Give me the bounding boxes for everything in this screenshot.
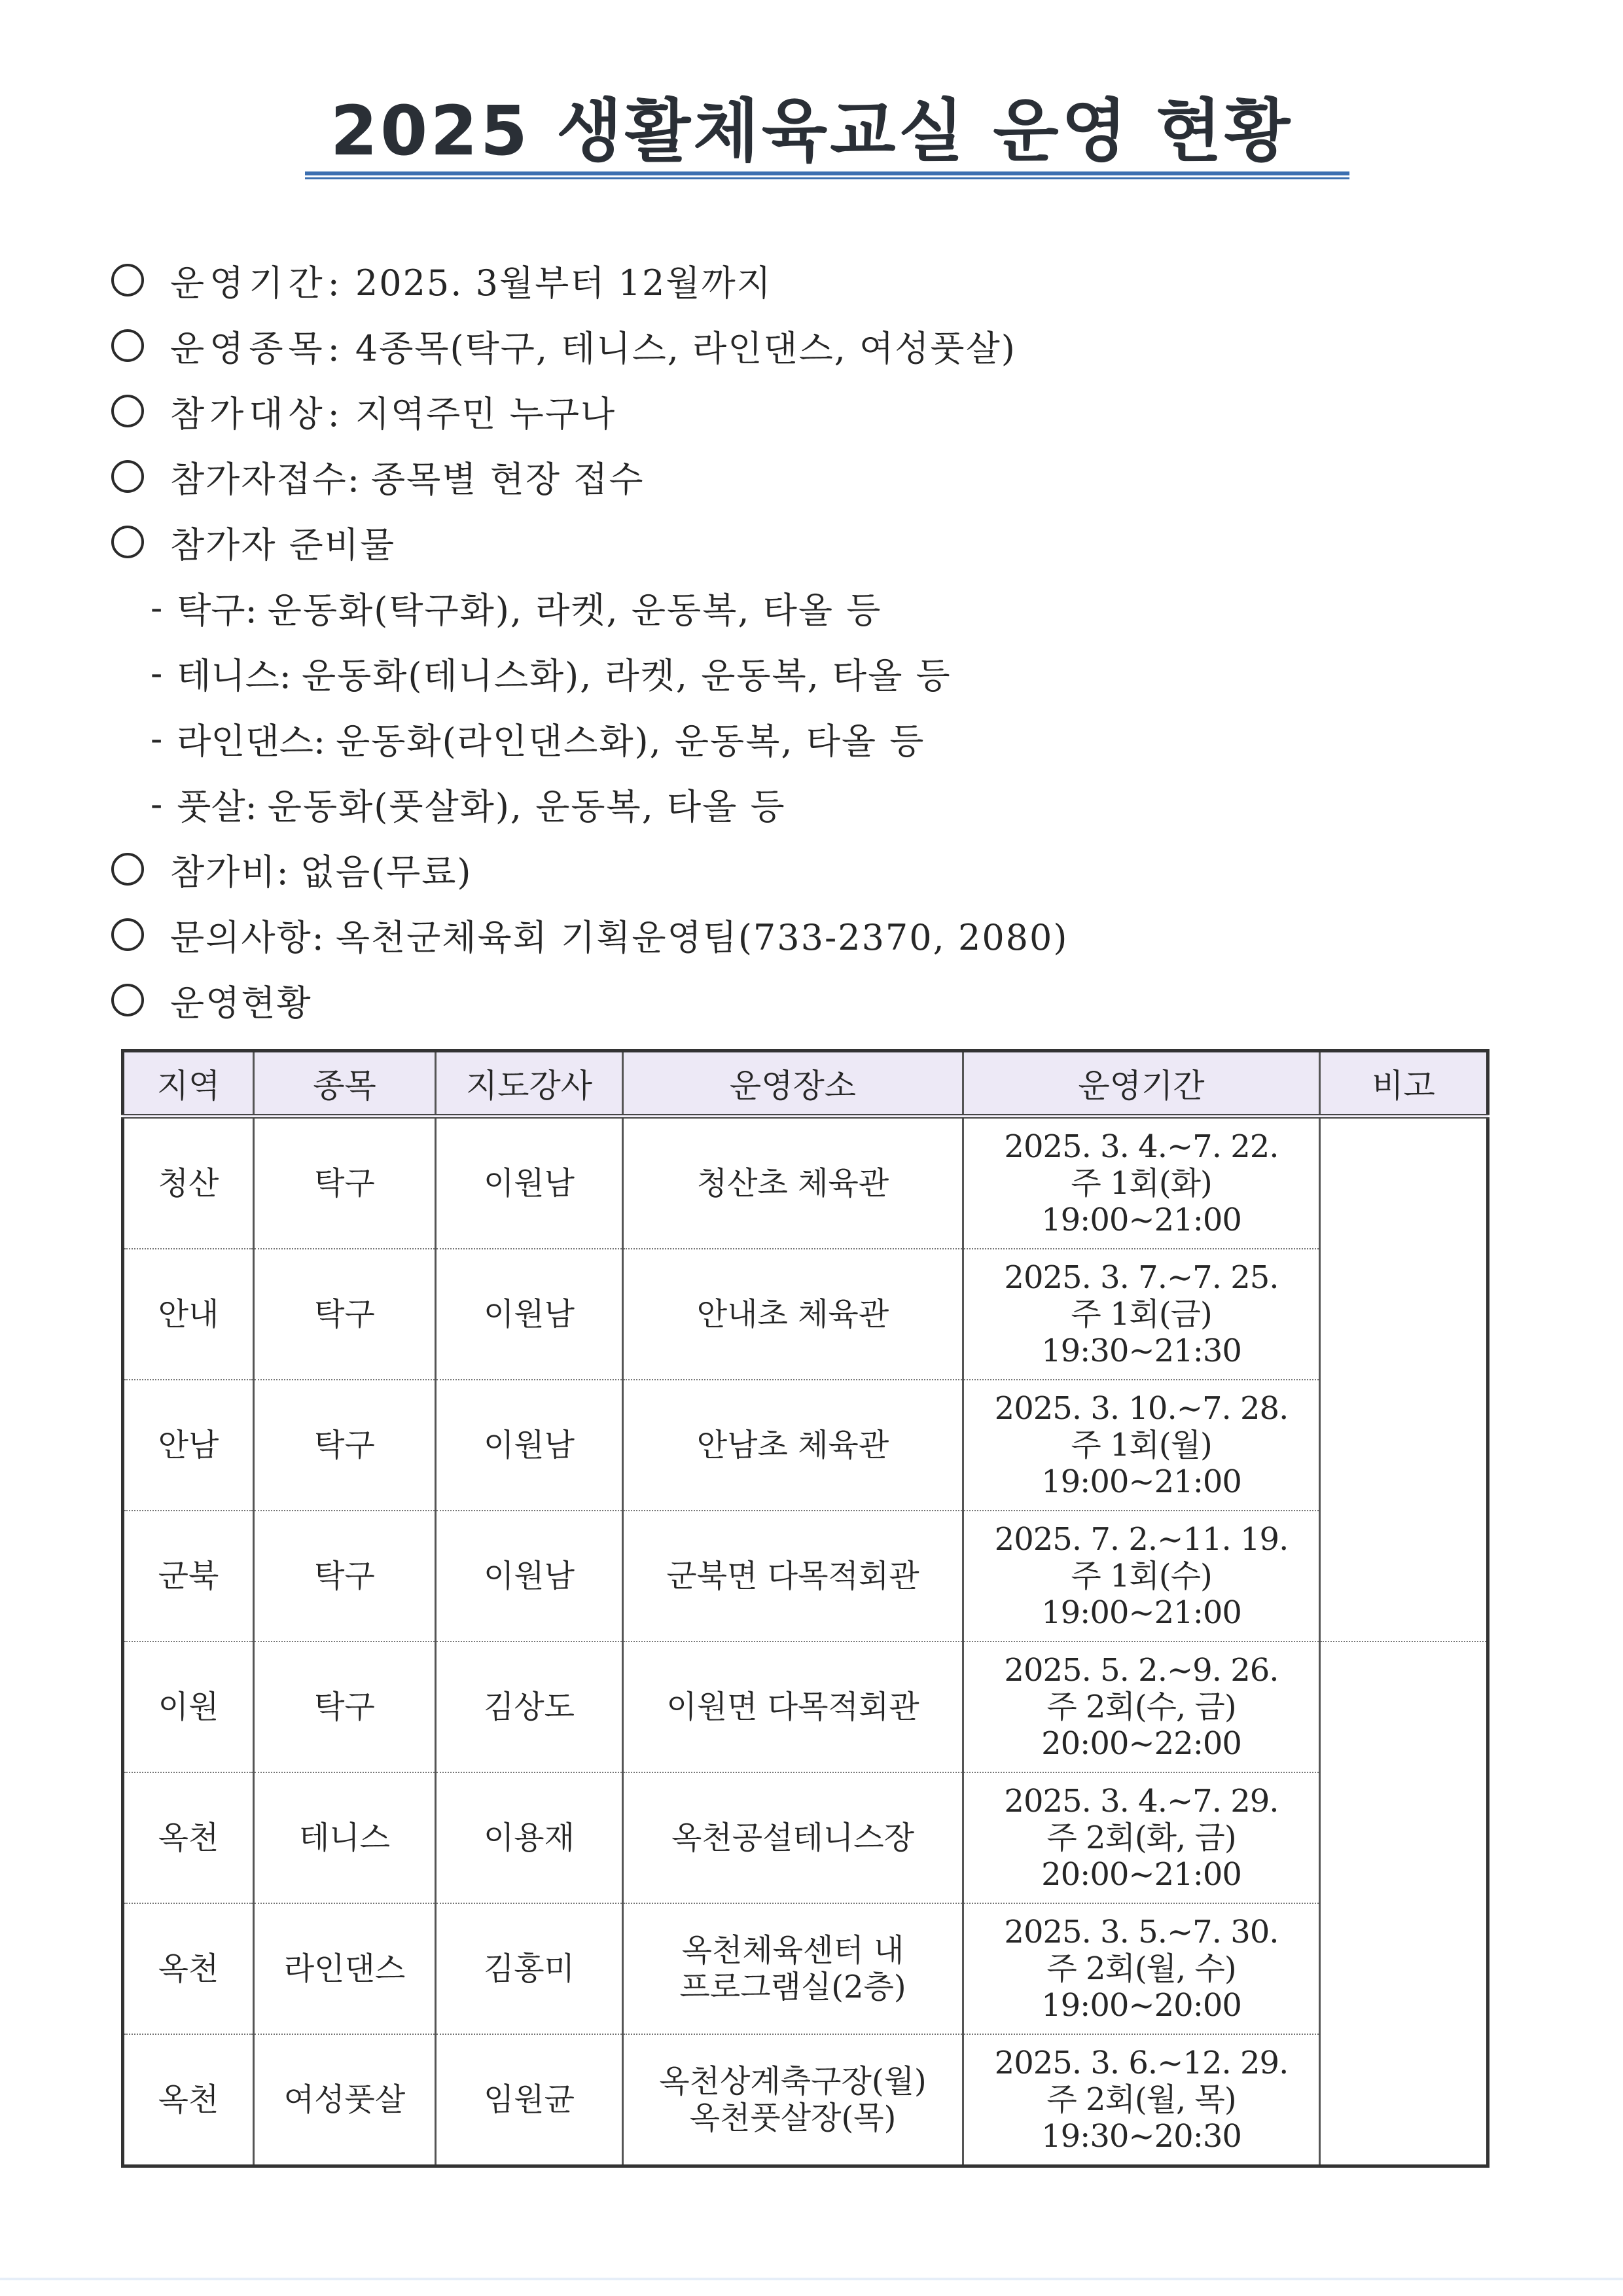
period-dates: 2025. 3. 5.∼7. 30. <box>1004 1914 1279 1950</box>
region-cell: 옥천 <box>123 1903 254 2034</box>
column-header: 운영기간 <box>963 1051 1320 1117</box>
info-label: 운영현황 <box>170 982 312 1024</box>
period-cell <box>963 1117 1320 1249</box>
venue-cell <box>623 1380 963 1511</box>
venue-line: 군북면 다목적회관 <box>666 1558 919 1594</box>
region-cell: 옥천 <box>123 1772 254 1903</box>
sport-cell: 탁구 <box>254 1249 436 1380</box>
venue-line: 옥천공설테니스장 <box>671 1820 914 1856</box>
venue-line: 옥천풋살장(목) <box>689 2100 897 2136</box>
sport-cell: 탁구 <box>254 1641 436 1772</box>
instructor-cell: 김홍미 <box>436 1903 623 2034</box>
supplies-value: 운동화(테니스화), 라켓, 운동복, 타올 등 <box>301 655 952 696</box>
circle-bullet-icon <box>111 395 144 427</box>
region-cell: 안내 <box>123 1249 254 1380</box>
title-underline-thick <box>305 171 1349 175</box>
period-time: 19:30∼20:30 <box>1041 2118 1241 2155</box>
info-value: 없음(무료) <box>300 851 473 893</box>
venue-line: 옥천체육센터 내 <box>681 1932 904 1969</box>
info-value: 지역주민 누구나 <box>355 393 616 435</box>
table-row <box>123 1380 1488 1511</box>
venue-line: 옥천상계축구장(월) <box>659 2063 927 2100</box>
instructor-cell: 이용재 <box>436 1772 623 1903</box>
venue-cell <box>623 1249 963 1380</box>
period-frequency: 주 1회(금) <box>1071 1296 1212 1333</box>
info-item-target <box>111 378 1512 444</box>
venue-line: 안남초 체육관 <box>696 1427 889 1463</box>
period-time: 19:00∼21:00 <box>1041 1202 1241 1238</box>
venue-cell <box>623 1641 963 1772</box>
info-label: 참가자 준비물 <box>170 524 396 565</box>
info-label: 참가대상: <box>170 393 345 435</box>
sport-cell: 여성풋살 <box>254 2034 436 2166</box>
dash-bullet: - <box>151 652 163 694</box>
circle-bullet-icon <box>111 526 144 558</box>
supplies-value: 운동화(탁구화), 라켓, 운동복, 타올 등 <box>267 589 882 631</box>
column-header: 지역 <box>123 1051 254 1117</box>
period-dates: 2025. 3. 6.∼12. 29. <box>994 2045 1289 2081</box>
period-frequency: 주 1회(수) <box>1071 1558 1212 1594</box>
period-cell <box>963 1380 1320 1511</box>
sport-cell: 탁구 <box>254 1117 436 1249</box>
sport-cell: 탁구 <box>254 1380 436 1511</box>
period-cell <box>963 1772 1320 1903</box>
info-label: 문의사항: <box>170 916 325 958</box>
operations-table <box>121 1049 1489 2168</box>
table-row <box>123 1903 1488 2034</box>
supplies-item-linedance <box>111 706 1512 771</box>
venue-cell <box>623 1903 963 2034</box>
title-underline-thin <box>305 177 1349 179</box>
column-header: 지도강사 <box>436 1051 623 1117</box>
supplies-item-tennis <box>111 640 1512 706</box>
period-dates: 2025. 3. 7.∼7. 25. <box>1004 1259 1279 1296</box>
circle-bullet-icon <box>111 853 144 886</box>
sport-cell: 테니스 <box>254 1772 436 1903</box>
title-underline <box>305 171 1349 182</box>
info-item-registration <box>111 444 1512 509</box>
period-dates: 2025. 3. 4.∼7. 29. <box>1004 1783 1279 1820</box>
table-row <box>123 1249 1488 1380</box>
venue-cell <box>623 2034 963 2166</box>
table-row <box>123 1511 1488 1641</box>
info-value: 2025. 3월부터 12월까지 <box>355 262 772 304</box>
venue-line: 안내초 체육관 <box>696 1296 889 1333</box>
info-item-period <box>111 247 1512 313</box>
period-time: 19:00∼21:00 <box>1041 1463 1241 1500</box>
period-time: 19:30∼21:30 <box>1041 1333 1241 1369</box>
table-row <box>123 2034 1488 2166</box>
period-time: 20:00∼22:00 <box>1041 1725 1241 1762</box>
info-label: 참가자접수: <box>170 458 361 500</box>
info-label: 참가비: <box>170 851 290 893</box>
venue-cell <box>623 1772 963 1903</box>
supplies-value: 운동화(풋살화), 운동복, 타올 등 <box>267 785 786 827</box>
dash-bullet: - <box>151 717 163 759</box>
supplies-item-futsal <box>111 771 1512 836</box>
info-item-fee <box>111 836 1512 902</box>
period-frequency: 주 2회(화, 금) <box>1046 1820 1236 1856</box>
table-row <box>123 1772 1488 1903</box>
region-cell: 옥천 <box>158 2081 219 2118</box>
period-frequency: 주 1회(월) <box>1071 1427 1212 1463</box>
period-frequency: 주 2회(수, 금) <box>1046 1689 1236 1725</box>
info-item-supplies <box>111 509 1512 575</box>
period-cell <box>963 1249 1320 1380</box>
info-item-sports <box>111 313 1512 378</box>
instructor-cell: 임원균 <box>436 2034 623 2166</box>
column-header: 비고 <box>1320 1051 1488 1117</box>
venue-cell <box>623 1117 963 1249</box>
period-dates: 2025. 7. 2.∼11. 19. <box>994 1521 1289 1558</box>
region-cell: 이원 <box>123 1641 254 1772</box>
info-value: 종목별 현장 접수 <box>371 458 645 500</box>
table-row <box>123 1117 1488 1249</box>
period-cell <box>963 1641 1320 1772</box>
period-time: 20:00∼21:00 <box>1041 1856 1241 1893</box>
period-cell <box>963 1903 1320 2034</box>
instructor-cell: 이원남 <box>436 1249 623 1380</box>
note-cell <box>1320 1641 1488 2166</box>
info-label: 운영종목: <box>170 327 345 369</box>
venue-line: 이원면 다목적회관 <box>666 1689 919 1725</box>
period-time: 19:00∼20:00 <box>1041 1987 1241 2024</box>
period-time: 19:00∼21:00 <box>1041 1594 1241 1631</box>
dash-bullet: - <box>151 783 163 825</box>
table-row <box>123 1641 1488 1772</box>
column-header: 운영장소 <box>623 1051 963 1117</box>
circle-bullet-icon <box>111 264 144 296</box>
period-dates: 2025. 3. 4.∼7. 22. <box>1004 1128 1279 1165</box>
sport-cell: 탁구 <box>254 1511 436 1641</box>
circle-bullet-icon <box>111 460 144 493</box>
supplies-label: 풋살: <box>177 785 257 827</box>
info-item-contact <box>111 902 1512 967</box>
period-cell <box>963 2034 1320 2166</box>
column-header: 종목 <box>254 1051 436 1117</box>
instructor-cell: 이원남 <box>436 1380 623 1511</box>
supplies-label: 라인댄스: <box>177 720 326 762</box>
info-list <box>111 247 1512 1033</box>
venue-line: 프로그램실(2층) <box>679 1969 906 2005</box>
venue-line: 청산초 체육관 <box>696 1165 889 1202</box>
supplies-label: 탁구: <box>177 589 257 631</box>
instructor-cell: 이원남 <box>436 1511 623 1641</box>
period-frequency: 주 2회(월, 수) <box>1046 1950 1236 1987</box>
page-title: 2025 생활체육교실 운영 현황 <box>330 91 1293 171</box>
note-cell <box>1320 1117 1488 1642</box>
info-value: 옥천군체육회 기획운영팀(733-2370, 2080) <box>335 916 1069 958</box>
dash-bullet: - <box>151 586 163 628</box>
info-item-status <box>111 967 1512 1033</box>
period-dates: 2025. 5. 2.∼9. 26. <box>1004 1652 1279 1689</box>
info-value: 4종목(탁구, 테니스, 라인댄스, 여성풋살) <box>355 327 1016 369</box>
supplies-item-tabletennis <box>111 575 1512 640</box>
circle-bullet-icon <box>111 984 144 1016</box>
circle-bullet-icon <box>111 329 144 362</box>
period-frequency: 주 2회(월, 목) <box>1046 2081 1236 2118</box>
sport-cell: 라인댄스 <box>254 1903 436 2034</box>
region-cell: 청산 <box>123 1117 254 1249</box>
circle-bullet-icon <box>111 918 144 951</box>
page-bottom-edge <box>0 2278 1623 2280</box>
period-cell <box>963 1511 1320 1641</box>
supplies-label: 테니스: <box>177 655 291 696</box>
period-dates: 2025. 3. 10.∼7. 28. <box>994 1390 1289 1427</box>
instructor-cell: 김상도 <box>436 1641 623 1772</box>
table-header-row <box>123 1051 1488 1117</box>
supplies-value: 운동화(라인댄스화), 운동복, 타올 등 <box>336 720 925 762</box>
period-frequency: 주 1회(화) <box>1071 1165 1212 1202</box>
region-cell: 군북 <box>123 1511 254 1641</box>
info-label: 운영기간: <box>170 262 345 304</box>
instructor-cell: 이원남 <box>436 1117 623 1249</box>
region-cell: 안남 <box>123 1380 254 1511</box>
venue-cell <box>623 1511 963 1641</box>
